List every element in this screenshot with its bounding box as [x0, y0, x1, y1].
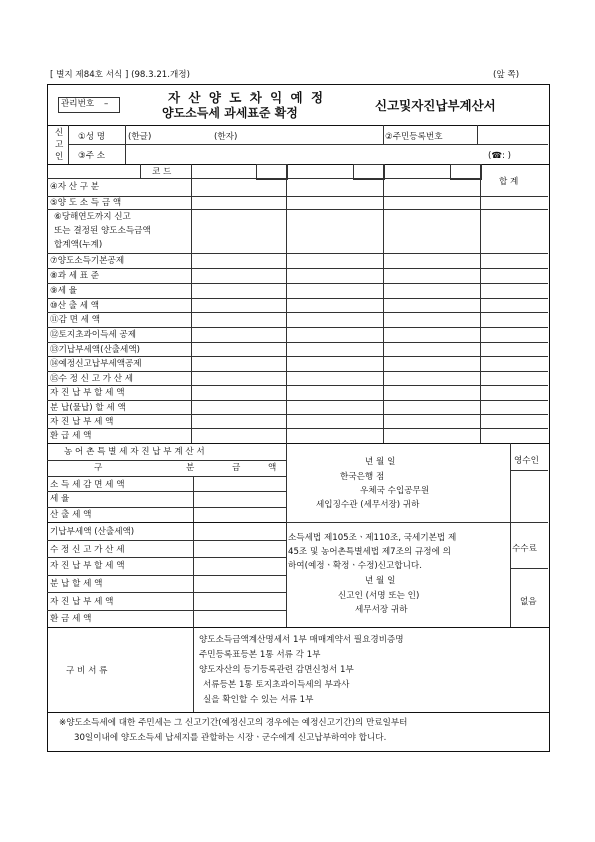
page-side-label: (앞 쪽) [493, 70, 520, 80]
documents-line2: 주민등록표등본 1통 서류 각 1부 [199, 650, 321, 660]
row-basic-deduction: ⑦양도소득기본공제 [50, 256, 125, 266]
declaration-line2: 45조 및 농어촌특별세법 제7조의 규정에 의 [288, 547, 451, 557]
row-self-pay: 자 진 납 부 세 액 [50, 417, 114, 427]
rural-row-8: 자 진 납 부 세 액 [50, 597, 114, 607]
rural-col-amount2: 액 [268, 463, 277, 473]
rural-row-1: 소 득 세 감 면 세 액 [50, 480, 125, 490]
documents-line1: 양도소득금액계산명세서 1부 매매계약서 필요경비증명 [199, 635, 404, 645]
receipt-collector: 세입징수관 (세무서장) 귀하 [316, 500, 420, 510]
reporter-side-1: 신 [55, 128, 64, 138]
rural-row-2: 세 율 [50, 494, 70, 504]
note-line2: 30일이내에 양도소득세 납세지를 관할하는 시장ㆍ군수에게 신고납부하여야 합니다. [74, 733, 387, 743]
row-tax-rate: ⑨세 율 [50, 286, 78, 296]
address-label: ③주 소 [78, 151, 106, 161]
rural-row-7: 분 납 할 세 액 [50, 579, 103, 589]
mgmt-number-label: 관리번호 [61, 99, 95, 109]
rural-row-5: 수 정 신 고 가 산 세 [50, 545, 125, 555]
row-tax-base: ⑧과 세 표 준 [50, 271, 100, 281]
form-number: [ 별지 제84호 서식 ] (98.3.21.개정) [50, 70, 190, 80]
rural-row-9: 환 금 세 액 [50, 614, 92, 624]
rural-row-4: 기납부세액 (산출세액) [50, 527, 135, 537]
row-accum-b: 또는 결정된 양도소득금액 [54, 226, 151, 236]
documents-label: 구 비 서 류 [66, 666, 108, 676]
documents-line3: 양도자산의 등기등록관련 감면신청서 1부 [199, 665, 354, 675]
row-accum-a: ⑥당해연도까지 신고 [54, 212, 131, 222]
rural-row-6: 자 진 납 부 할 세 액 [50, 561, 125, 571]
receipt-date: 년 월 일 [365, 457, 396, 467]
documents-line5: 실을 확인할 수 있는 서류 1부 [203, 695, 314, 705]
declaration-signer[interactable]: 신고인 (서명 또는 인) [338, 591, 420, 601]
row-prelim-deduction: ⑭예정신고납부세액공제 [50, 359, 142, 369]
reporter-side-2: 고 [55, 140, 64, 150]
fee-label: 수수료 [512, 544, 537, 554]
row-land-deduction: ⑫토지초과이득세 공제 [50, 330, 137, 340]
receipt-stamp-label: 영수인 [514, 456, 539, 466]
phone-label: (☎: ) [488, 151, 512, 161]
title-right: 신고및자진납부계산서 [375, 98, 496, 113]
rural-col-amount: 금 [232, 463, 241, 473]
rural-col-type: 구 [94, 463, 103, 473]
rural-title: 농 어 촌 특 별 세 자 진 납 부 계 산 서 [64, 447, 205, 457]
row-computed-tax: ⑩산 출 세 액 [50, 301, 100, 311]
declaration-date: 년 월 일 [365, 576, 396, 586]
row-self-pay-total: 자 진 납 부 할 세 액 [50, 388, 125, 398]
row-additional-tax: ⑮수 정 신 고 가 산 세 [50, 374, 134, 384]
row-prepaid-tax: ⑬기납부세액(산출세액) [50, 345, 141, 355]
fee-value: 없음 [520, 597, 537, 607]
row-transfer-income: ⑤양 도 소 득 금 액 [50, 198, 122, 208]
receipt-bank: 한국은행 점 [340, 472, 385, 482]
row-refund: 환 급 세 액 [50, 431, 92, 441]
title-line2: 양도소득세 과세표준 확정 [162, 106, 298, 120]
row-installment: 분 납(물납) 할 세 액 [50, 403, 126, 413]
regno-label: ②주민등록번호 [385, 132, 443, 142]
note-line1: ※양도소득세에 대한 주민세는 그 신고기간(예정신고의 경우에는 예정신고기간)의 만료일부터 [59, 718, 408, 728]
reporter-side-3: 인 [55, 152, 64, 162]
total-header: 합 계 [499, 177, 519, 187]
rural-row-3: 산 출 세 액 [50, 510, 92, 520]
declaration-line3: 하여(예정ㆍ확정ㆍ수정)신고합니다. [288, 561, 422, 571]
receipt-post: 우체국 수입공무원 [360, 486, 430, 496]
rural-col-type2: 분 [186, 463, 195, 473]
mgmt-number-dash: – [104, 99, 109, 109]
row-accum-c: 합계액(누계) [54, 240, 103, 250]
name-label: ①성 명 [78, 132, 106, 142]
name-korean-field[interactable]: (한글) [128, 132, 152, 142]
name-hanja-field[interactable]: (한자) [214, 132, 238, 142]
row-asset-type: ④자 산 구 분 [50, 182, 100, 192]
declaration-line1: 소득세법 제105조ㆍ제110조, 국세기본법 제 [288, 533, 457, 543]
declaration-office: 세무서장 귀하 [355, 605, 408, 615]
row-code: 코 드 [152, 167, 172, 177]
title-line1: 자 산 양 도 차 익 예 정 [168, 90, 326, 105]
row-reduced-tax: ⑪감 면 세 액 [50, 315, 100, 325]
documents-line4: 서류등본 1통 토지초과이득세의 부과사 [203, 680, 350, 690]
